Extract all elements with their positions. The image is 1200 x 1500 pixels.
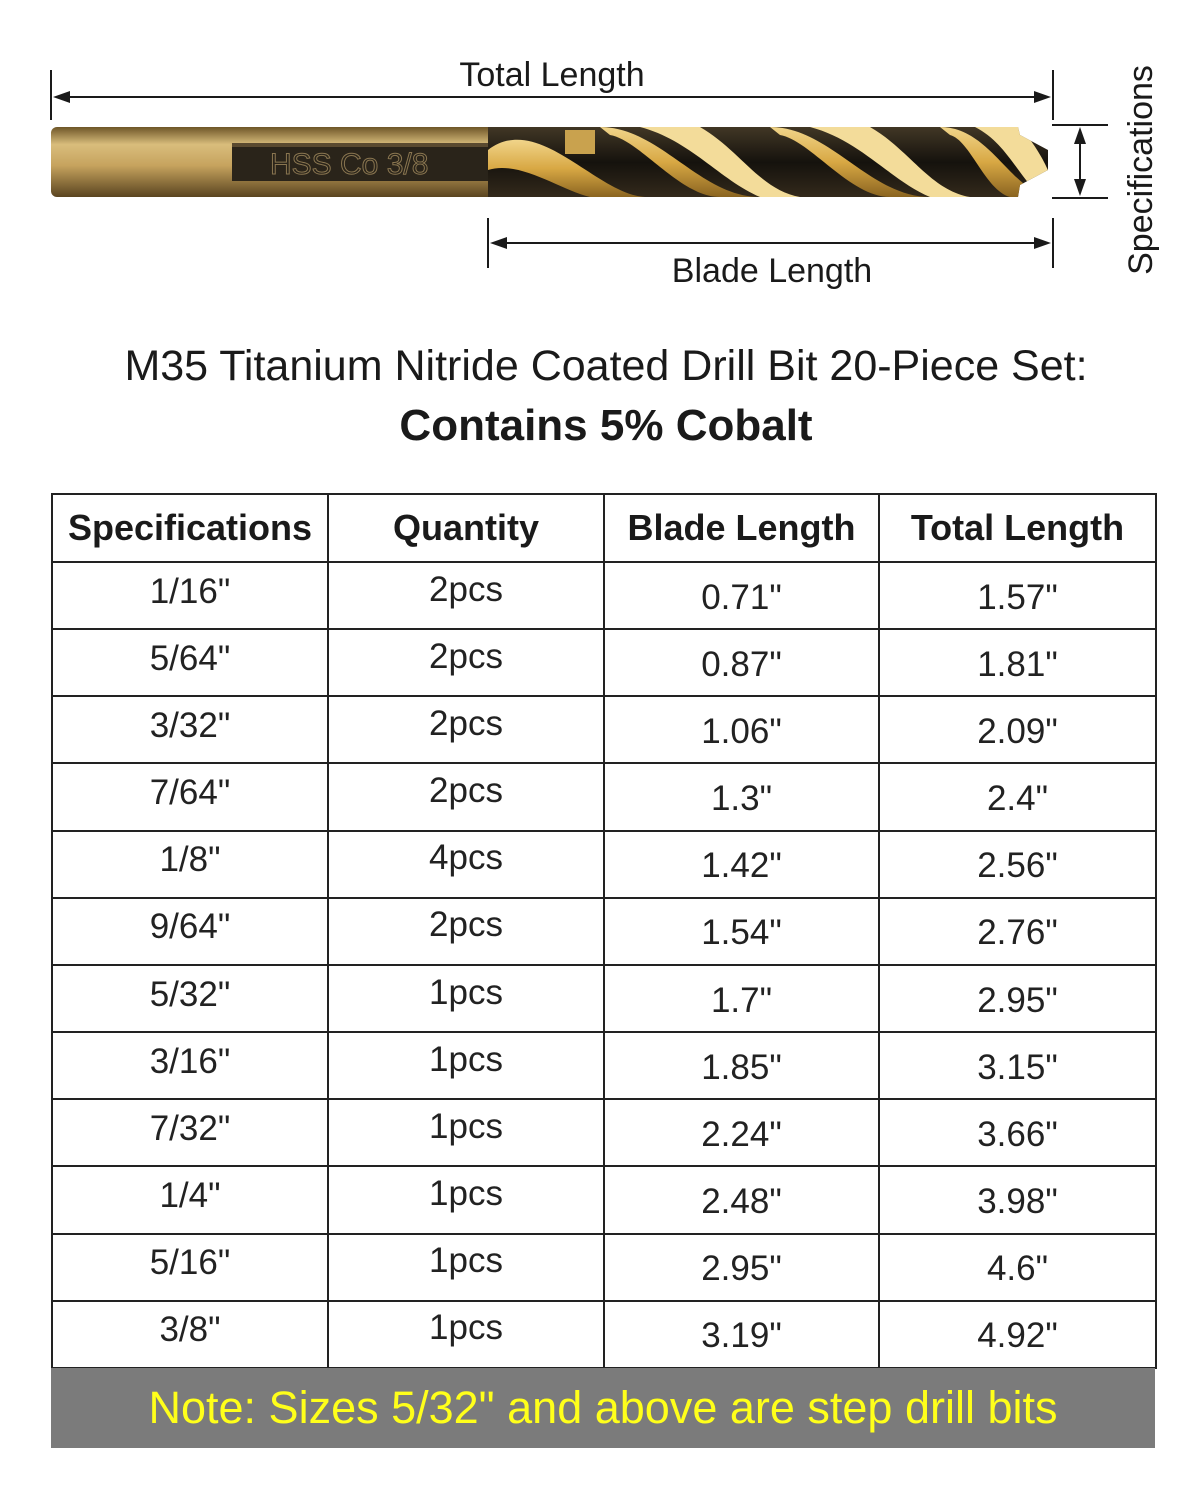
cell-blade-length: [604, 629, 879, 696]
cell-blade-length: [604, 562, 879, 629]
drill-bit-diagram: [0, 0, 1200, 320]
cell-value: 1.7": [710, 980, 773, 1020]
cell-value: 1.42": [701, 846, 782, 886]
page-title: M35 Titanium Nitride Coated Drill Bit 20-Piece Set:: [124, 342, 1088, 390]
cell-value: 2.4": [986, 779, 1049, 819]
cell-value: 2pcs: [429, 636, 503, 676]
table-row: [52, 965, 1156, 1032]
cell-value: 2pcs: [429, 905, 503, 945]
cell-value: 1.3": [710, 779, 773, 819]
cell-value: 2.95": [977, 980, 1058, 1020]
table-row: [52, 763, 1156, 830]
page-subtitle: Contains 5% Cobalt: [399, 401, 813, 450]
cell-value: 1pcs: [429, 1241, 503, 1281]
cell-blade-length: [604, 898, 879, 965]
cell-quantity: [328, 1234, 604, 1301]
table-row: [52, 1032, 1156, 1099]
specifications-dimension: [1052, 65, 1160, 275]
cell-specification: [52, 898, 328, 965]
cell-quantity: [328, 696, 604, 763]
cell-value: 2.56": [977, 846, 1058, 886]
cell-total-length: [879, 1099, 1156, 1166]
cell-value: 3.19": [701, 1316, 782, 1356]
cell-blade-length: [604, 1099, 879, 1166]
table-row: [52, 1234, 1156, 1301]
cell-value: 5/16": [149, 1243, 231, 1283]
cell-value: 2.24": [701, 1114, 782, 1154]
cell-value: 2pcs: [429, 703, 503, 743]
cell-value: 3.98": [977, 1181, 1058, 1221]
cell-quantity: [328, 831, 604, 898]
cell-blade-length: [604, 831, 879, 898]
specifications-label: Specifications: [1122, 65, 1160, 275]
cell-value: 2.48": [701, 1181, 782, 1221]
cell-value: 1.81": [977, 644, 1058, 684]
table-row: [52, 1301, 1156, 1368]
cell-value: 4.92": [977, 1316, 1058, 1356]
cell-total-length: [879, 898, 1156, 965]
cell-blade-length: [604, 1032, 879, 1099]
cell-specification: [52, 1099, 328, 1166]
cell-specification: [52, 1301, 328, 1368]
cell-specification: [52, 629, 328, 696]
cell-value: 5/64": [149, 638, 231, 678]
header-quantity: Quantity: [328, 494, 604, 562]
cell-value: 0.87": [701, 644, 782, 684]
blade-length-dimension: [488, 218, 1053, 290]
cell-value: 1pcs: [429, 1106, 503, 1146]
total-length-dimension: [51, 56, 1053, 120]
table-row: [52, 1099, 1156, 1166]
cell-quantity: [328, 965, 604, 1032]
cell-specification: [52, 1234, 328, 1301]
cell-total-length: [879, 965, 1156, 1032]
cell-blade-length: [604, 965, 879, 1032]
cell-quantity: [328, 1099, 604, 1166]
cell-value: 7/64": [149, 773, 231, 813]
cell-specification: [52, 1166, 328, 1233]
specifications-table: [51, 493, 1157, 1369]
cell-value: 2pcs: [429, 771, 503, 811]
cell-value: 1pcs: [429, 1173, 503, 1213]
cell-value: 4.6": [986, 1249, 1049, 1289]
cell-value: 2.95": [701, 1249, 782, 1289]
cell-quantity: [328, 1166, 604, 1233]
table-row: [52, 1166, 1156, 1233]
cell-value: 3.15": [977, 1047, 1058, 1087]
cell-specification: [52, 562, 328, 629]
cell-blade-length: [604, 763, 879, 830]
cell-specification: [52, 831, 328, 898]
cell-blade-length: [604, 1166, 879, 1233]
shank-engraving: HSS Co 3/8: [270, 148, 429, 181]
cell-value: 1pcs: [429, 1308, 503, 1348]
cell-specification: [52, 696, 328, 763]
cell-quantity: [328, 629, 604, 696]
cell-specification: [52, 1032, 328, 1099]
table-header-row: [52, 494, 1156, 562]
cell-total-length: [879, 1166, 1156, 1233]
table-row: [52, 629, 1156, 696]
table-row: [52, 562, 1156, 629]
cell-total-length: [879, 763, 1156, 830]
drill-bit-illustration: [51, 120, 1060, 205]
cell-value: 4pcs: [429, 838, 503, 878]
cell-value: 9/64": [149, 907, 231, 947]
step-drill-note: Note: Sizes 5/32" and above are step drill bits: [51, 1368, 1155, 1448]
cell-total-length: [879, 629, 1156, 696]
cell-quantity: [328, 562, 604, 629]
cell-value: 7/32": [149, 1108, 231, 1148]
cell-value: 1/8": [159, 840, 221, 880]
table-row: [52, 696, 1156, 763]
header-specifications: Specifications: [52, 494, 328, 562]
cell-specification: [52, 763, 328, 830]
cell-value: 3/32": [149, 705, 231, 745]
cell-value: 5/32": [149, 974, 231, 1014]
cell-value: 1.54": [701, 913, 782, 953]
cell-value: 1.85": [701, 1047, 782, 1087]
cell-value: 1pcs: [429, 1039, 503, 1079]
cell-total-length: [879, 831, 1156, 898]
cell-value: 2.09": [977, 711, 1058, 751]
cell-value: 1/16": [149, 571, 231, 611]
cell-value: 0.71": [701, 577, 782, 617]
cell-value: 3/8": [159, 1310, 221, 1350]
table-row: [52, 831, 1156, 898]
cell-value: 1.06": [701, 711, 782, 751]
cell-value: 1/4": [159, 1175, 221, 1215]
cell-total-length: [879, 562, 1156, 629]
header-total-length: Total Length: [879, 494, 1156, 562]
total-length-label: Total Length: [459, 56, 645, 94]
cell-total-length: [879, 696, 1156, 763]
cell-value: 3.66": [977, 1114, 1058, 1154]
cell-value: 2pcs: [429, 569, 503, 609]
cell-blade-length: [604, 1301, 879, 1368]
cell-blade-length: [604, 1234, 879, 1301]
cell-total-length: [879, 1301, 1156, 1368]
cell-specification: [52, 965, 328, 1032]
cell-total-length: [879, 1234, 1156, 1301]
header-blade-length: Blade Length: [604, 494, 879, 562]
cell-total-length: [879, 1032, 1156, 1099]
cell-value: 2.76": [977, 913, 1058, 953]
cell-value: 1.57": [977, 577, 1058, 617]
cell-quantity: [328, 898, 604, 965]
table-row: [52, 898, 1156, 965]
cell-value: 1pcs: [429, 972, 503, 1012]
cell-quantity: [328, 1032, 604, 1099]
cell-quantity: [328, 1301, 604, 1368]
blade-length-label: Blade Length: [671, 252, 873, 290]
cell-value: 3/16": [149, 1041, 231, 1081]
cell-quantity: [328, 763, 604, 830]
cell-blade-length: [604, 696, 879, 763]
